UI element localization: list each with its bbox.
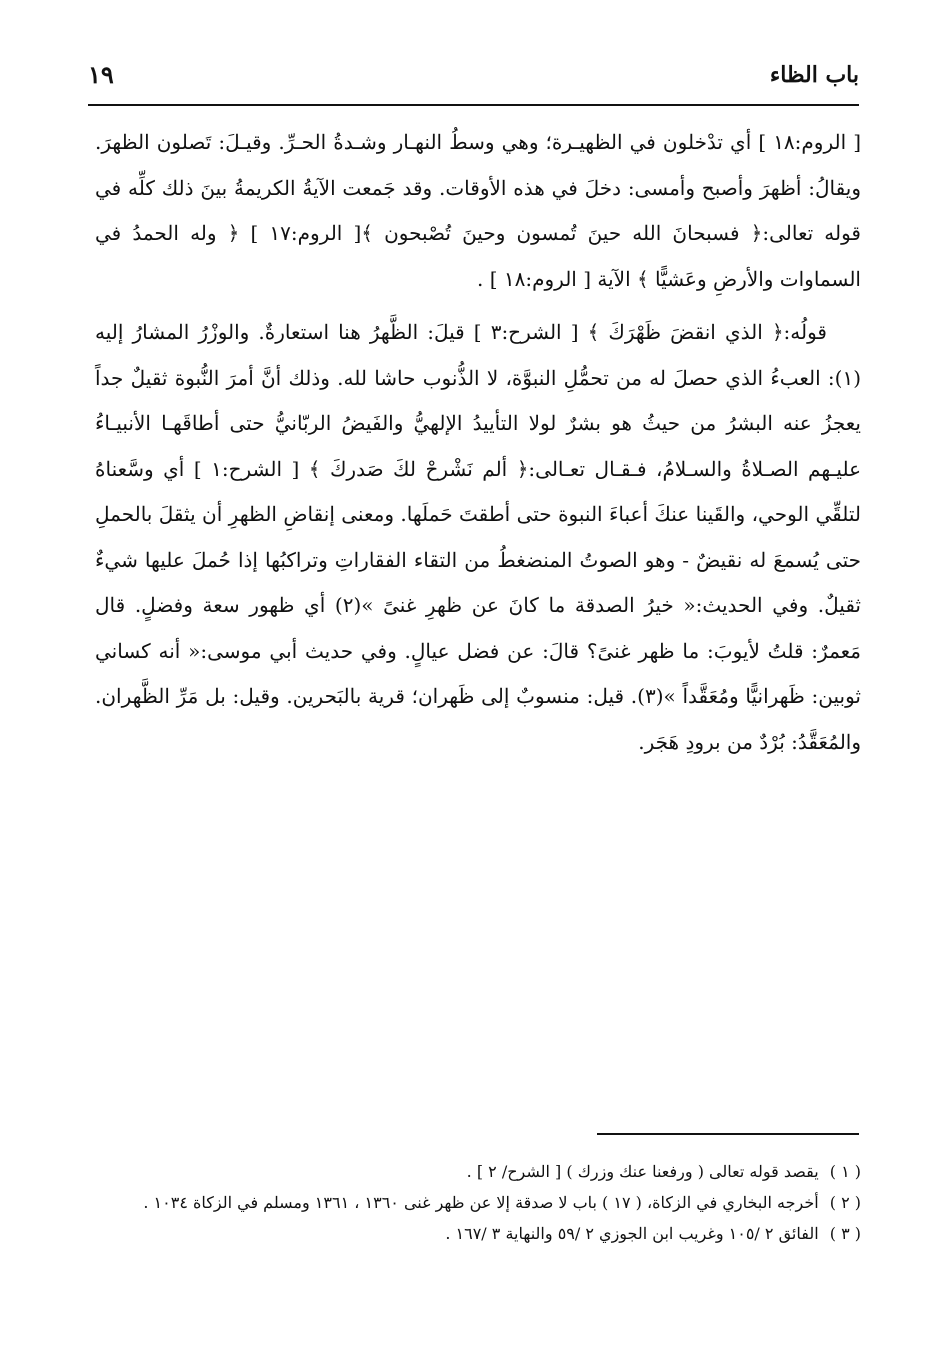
chapter-title: باب الظاء [769, 62, 859, 88]
footnote-3 [95, 1218, 861, 1249]
footnote-2 [95, 1187, 861, 1218]
paragraph-1: [ الروم:١٨ ] أي تدْخلون في الظهيـرة؛ وهي وسطُ النهـار وشـدةُ الحـرِّ. وقيـلَ: تَصلون الظهرَ. ويقالُ: أظهرَ وأصبح وأمسى: دخلَ في هذه الأوقات. وقد جَمعت الآيةُ الكريمةُ بينَ ذلك كلِّه في قوله تعالى:﴿ فسبحانَ الله حينَ تُمسون وحينَ تُصْبحون ﴾[ الروم:١٧ ] ﴿ وله الحمدُ في السماوات والأرضِ وعَشيًّا ﴾ الآية [ الروم:١٨ ] . [95, 130, 861, 291]
footnote-text: أخرجه البخاري في الزكاة، ( ١٧ ) باب لا صدقة إلا عن ظهر غنى ١٣٦٠ ، ١٣٦١ ومسلم في الزكاة ١٠٣٤ . [143, 1193, 819, 1212]
header-divider [88, 104, 859, 106]
footnote-text: الفائق ٢ /١٠٥ وغريب ابن الجوزي ٢ /٥٩ والنهاية ٣ /١٦٧ . [445, 1224, 819, 1243]
page-number: ١٩ [88, 60, 114, 89]
paragraph-2: قولُه:﴿ الذي انقضَ ظَهْرَكَ ﴾ [ الشرح:٣ ] قيلَ: الظَّهرُ هنا استعارةٌ. والوزْرُ المشارُ إليه (١): العبءُ الذي حصلَ له من تحمُّلِ النبوَّة، لا الذُّنوب حاشا لله. وذلك أنَّ أمرَ النُّبوة ثقيلٌ جداً يعجزُ عنه البشرُ من حيثُ هو بشرٌ لولا التأييدُ الإلهيُّ والفَيضُ الربّانيُّ حتى أطاقَهـا الأنبيـاءُ عليـهم الصـلاةُ والسـلامُ، فـقـال تعـالى:﴿ ألم نَشْرحْ لكَ صَدركَ ﴾ [ الشرح:١ ] أي وسَّعناهُ لتلقِّي الوحي، والقَينا عنكَ أعباءَ النبوة حتى أطقتَ حَملَها. ومعنى إنقاضِ الظهرِ أن يثقلَ بالحملِ حتى يُسمعَ له نقيضٌ - وهو الصوتُ المنضغطُ من التقاء الفقاراتِ وتراكبُها إذا حُملَ عليها شيءٌ ثقيلٌ. وفي الحديث:« خيرُ الصدقة ما كانَ عن ظهرِ غنىً »(٢) أي ظهور سعة وفضلٍ. قال مَعمرٌ: قلتُ لأيوبَ: ما ظهر غنىً؟ قالَ: عن فضل عيالٍ. وفي حديث أبي موسى:« أنه كساني ثوبين: ظَهرانيًّا ومُعَقَّداً »(٣). قيل: منسوبٌ إلى ظَهران؛ قرية بالبَحرين. وقيل: بل مَرِّ الظَّهران. والمُعَقَّدُ: بُرْدٌ من برودِ هَجَر. [95, 320, 861, 754]
main-text [95, 120, 861, 765]
footnote-number: ( ١ ) [829, 1162, 861, 1181]
footnote-number: ( ٢ ) [829, 1193, 861, 1212]
footnote-1 [95, 1156, 861, 1187]
footnote-number: ( ٣ ) [829, 1224, 861, 1243]
footnote-text: يقصد قوله تعالى ( ورفعنا عنك وزرك ) [ الشرح/ ٢ ] . [466, 1162, 819, 1181]
footnotes [95, 1156, 861, 1249]
footnote-divider [597, 1133, 859, 1135]
page-header [88, 60, 859, 100]
